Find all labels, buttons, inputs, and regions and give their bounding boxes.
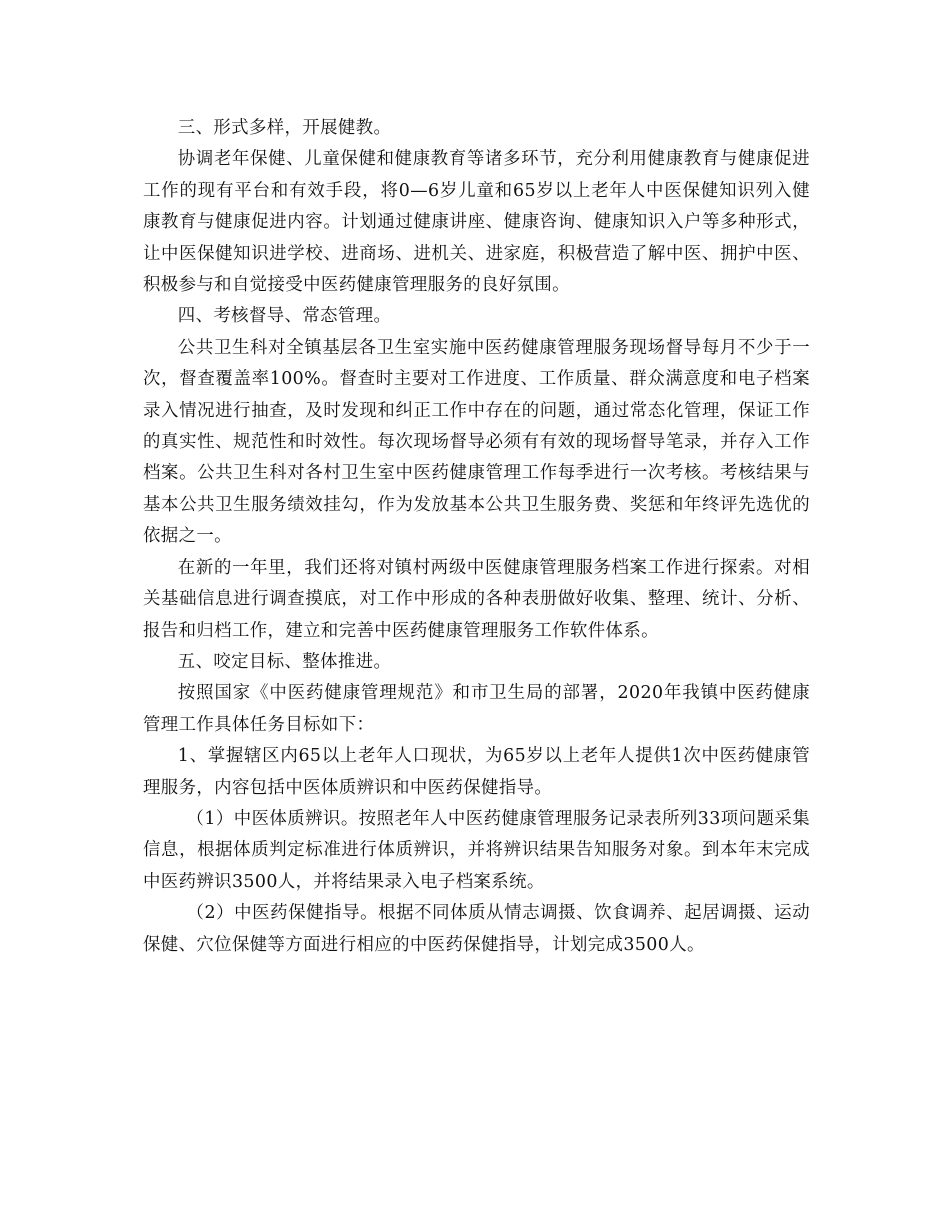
section-heading-3: 三、形式多样，开展健教。 bbox=[177, 118, 392, 138]
paragraph-target-1-2: （2）中医药保健指导。根据不同体质从情志调摄、饮食调养、起居调摄、运动保健、穴位保健等方面进行相应的中医药保健指导，计划完成3500人。 bbox=[143, 903, 810, 955]
section-heading-5: 五、咬定目标、整体推进。 bbox=[177, 651, 392, 672]
paragraph-targets-intro: 按照国家《中医药健康管理规范》和市卫生局的部署，2020年我镇中医药健康管理工作具体任务目标如下： bbox=[143, 683, 810, 735]
document-body bbox=[143, 113, 810, 961]
paragraph-archives: 在新的一年里，我们还将对镇村两级中医健康管理服务档案工作进行探索。对相关基础信息进行调查摸底，对工作中形成的各种表册做好收集、整理、统计、分析、报告和归档工作，建立和完善中医药健康管理服务工作软件体系。 bbox=[143, 557, 810, 641]
paragraph-supervision: 公共卫生科对全镇基层各卫生室实施中医药健康管理服务现场督导每月不少于一次，督查覆盖率100%。督查时主要对工作进度、工作质量、群众满意度和电子档案录入情况进行抽查，及时发现和纠正工作中存在的问题，通过常态化管理，保证工作的真实性、规范性和时效性。每次现场督导必须有有效的现场督导笔录，并存入工作档案。公共卫生科对各村卫生室中医药健康管理工作每季进行一次考核。考核结果与基本公共卫生服务绩效挂勾，作为发放基本公共卫生服务费、奖惩和年终评先选优的依据之一。 bbox=[143, 337, 810, 547]
paragraph-target-1-1: （1）中医体质辨识。按照老年人中医药健康管理服务记录表所列33项问题采集信息，根据体质判定标准进行体质辨识，并将辨识结果告知服务对象。到本年末完成中医药辨识3500人，并将结果录入电子档案系统。 bbox=[143, 808, 810, 892]
paragraph-health-education: 协调老年保健、儿童保健和健康教育等诸多环节，充分利用健康教育与健康促进工作的现有平台和有效手段，将0—6岁儿童和65岁以上老年人中医保健知识列入健康教育与健康促进内容。计划通过健康讲座、健康咨询、健康知识入户等多种形式，让中医保健知识进学校、进商场、进机关、进家庭，积极营造了解中医、拥护中医、积极参与和自觉接受中医药健康管理服务的良好氛围。 bbox=[143, 149, 810, 296]
section-heading-4: 四、考核督导、常态管理。 bbox=[177, 306, 392, 327]
paragraph-target-1: 1、掌握辖区内65以上老年人口现状，为65岁以上老年人提供1次中医药健康管理服务，内容包括中医体质辨识和中医药保健指导。 bbox=[143, 746, 810, 798]
